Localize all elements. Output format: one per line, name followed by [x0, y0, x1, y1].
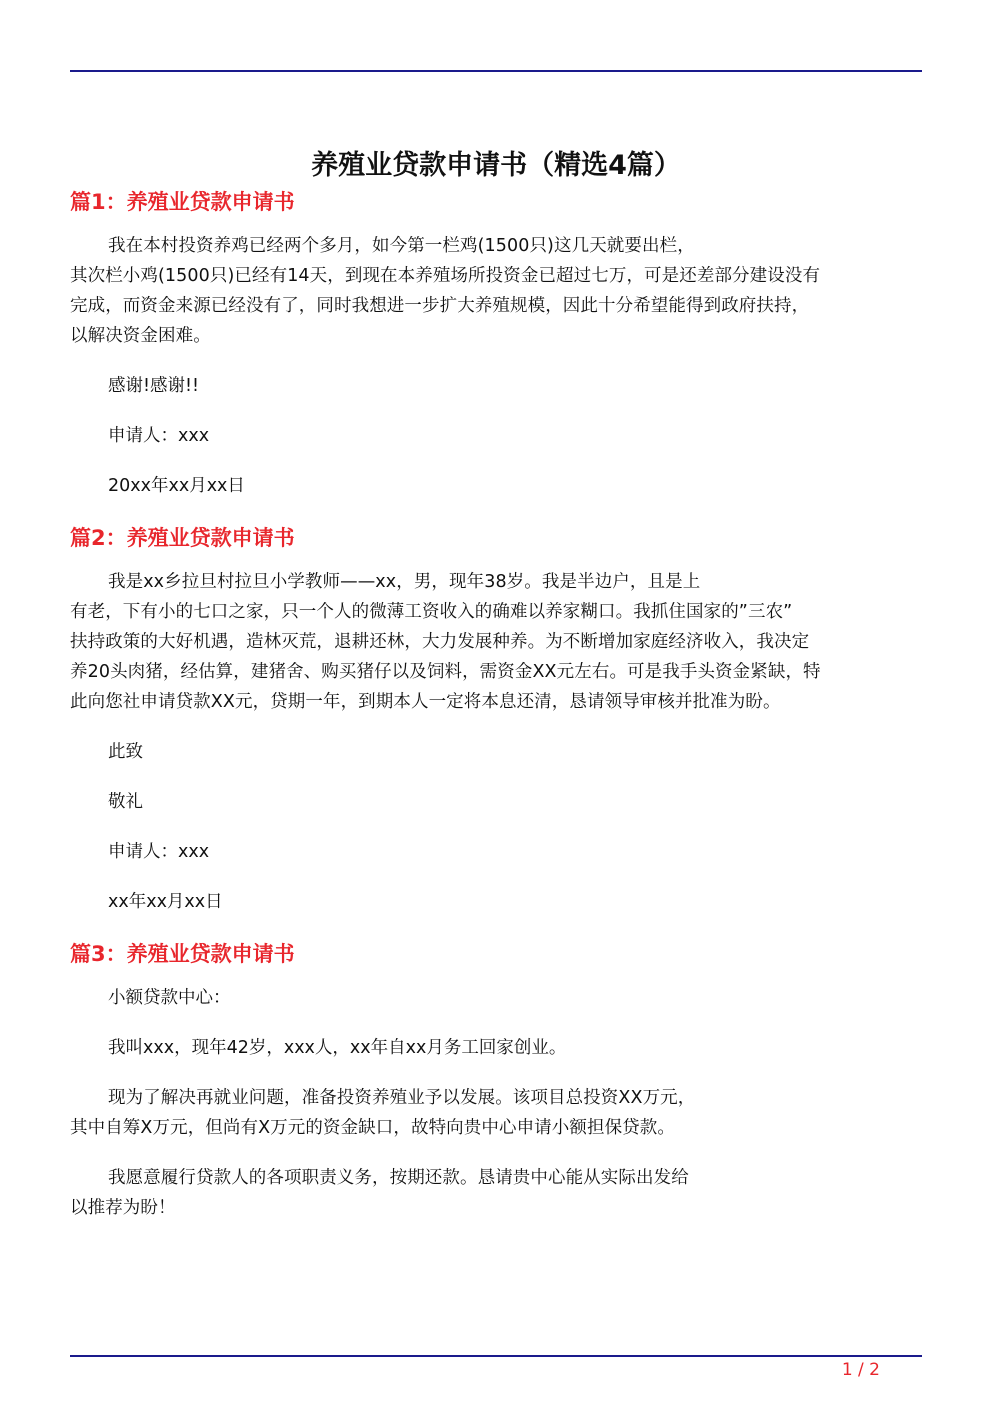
section-1-thanks: 感谢!感谢!!: [108, 376, 200, 396]
section-1-date: 20xx年xx月xx日: [108, 476, 245, 496]
section-3-recipient: 小额贷款中心：: [108, 988, 231, 1008]
section-2-salutation: 此致: [108, 742, 143, 762]
section-2-regards: 敬礼: [108, 792, 143, 812]
section-1-heading: 篇1：养殖业贷款申请书: [70, 190, 295, 214]
section-2-heading: 篇2：养殖业贷款申请书: [70, 526, 295, 550]
section-3-paragraph-1: 现为了解决再就业问题，准备投资养殖业予以发展。该项目总投资XX万元， 其中自筹X万元，但尚有X万元的资金缺口，故特向贵中心申请小额担保贷款。: [70, 1088, 696, 1138]
footer-rule: [70, 1355, 922, 1357]
document-title: 养殖业贷款申请书（精选4篇）: [311, 150, 681, 182]
section-3-intro: 我叫xxx，现年42岁，xxx人，xx年自xx月务工回家创业。: [108, 1038, 567, 1058]
header-rule: [70, 70, 922, 72]
document-body: [70, 185, 922, 1223]
section-3-paragraph-2: 我愿意履行贷款人的各项职责义务，按期还款。恳请贵中心能从实际出发给 以推荐为盼！: [70, 1168, 689, 1218]
section-1-paragraph: 我在本村投资养鸡已经两个多月，如今第一栏鸡(1500只)这几天就要出栏， 其次栏小鸡(1500只)已经有14天，到现在本养殖场所投资金已超过七万，可是还差部分建设没有 完成，而资金来源已经没有了，同时我想进一步扩大养殖规模，因此十分希望能得到政府扶持， 以解决资金困难。: [70, 236, 821, 346]
section-3-heading: 篇3：养殖业贷款申请书: [70, 942, 295, 966]
section-2-paragraph: 我是xx乡拉旦村拉旦小学教师——xx，男，现年38岁。我是半边户，且是上 有老，下有小的七口之家，只一个人的微薄工资收入的确难以养家糊口。我抓住国家的”三农” 扶持政策的大好机遇，造林灭荒，退耕还林，大力发展种养。为不断增加家庭经济收入，我决定 养20头肉猪，经估算，建猪舍、购买猪仔以及饲料，需资金XX元左右。可是我手头资金紧缺，特 此向您社申请贷款XX元，贷期一年，到期本人一定将本息还清，恳请领导审核并批准为盼。: [70, 572, 821, 712]
section-2-date: xx年xx月xx日: [108, 892, 223, 912]
section-2-applicant: 申请人：xxx: [108, 842, 210, 862]
page-number: 1 / 2: [841, 1360, 880, 1380]
section-1-applicant: 申请人：xxx: [108, 426, 210, 446]
